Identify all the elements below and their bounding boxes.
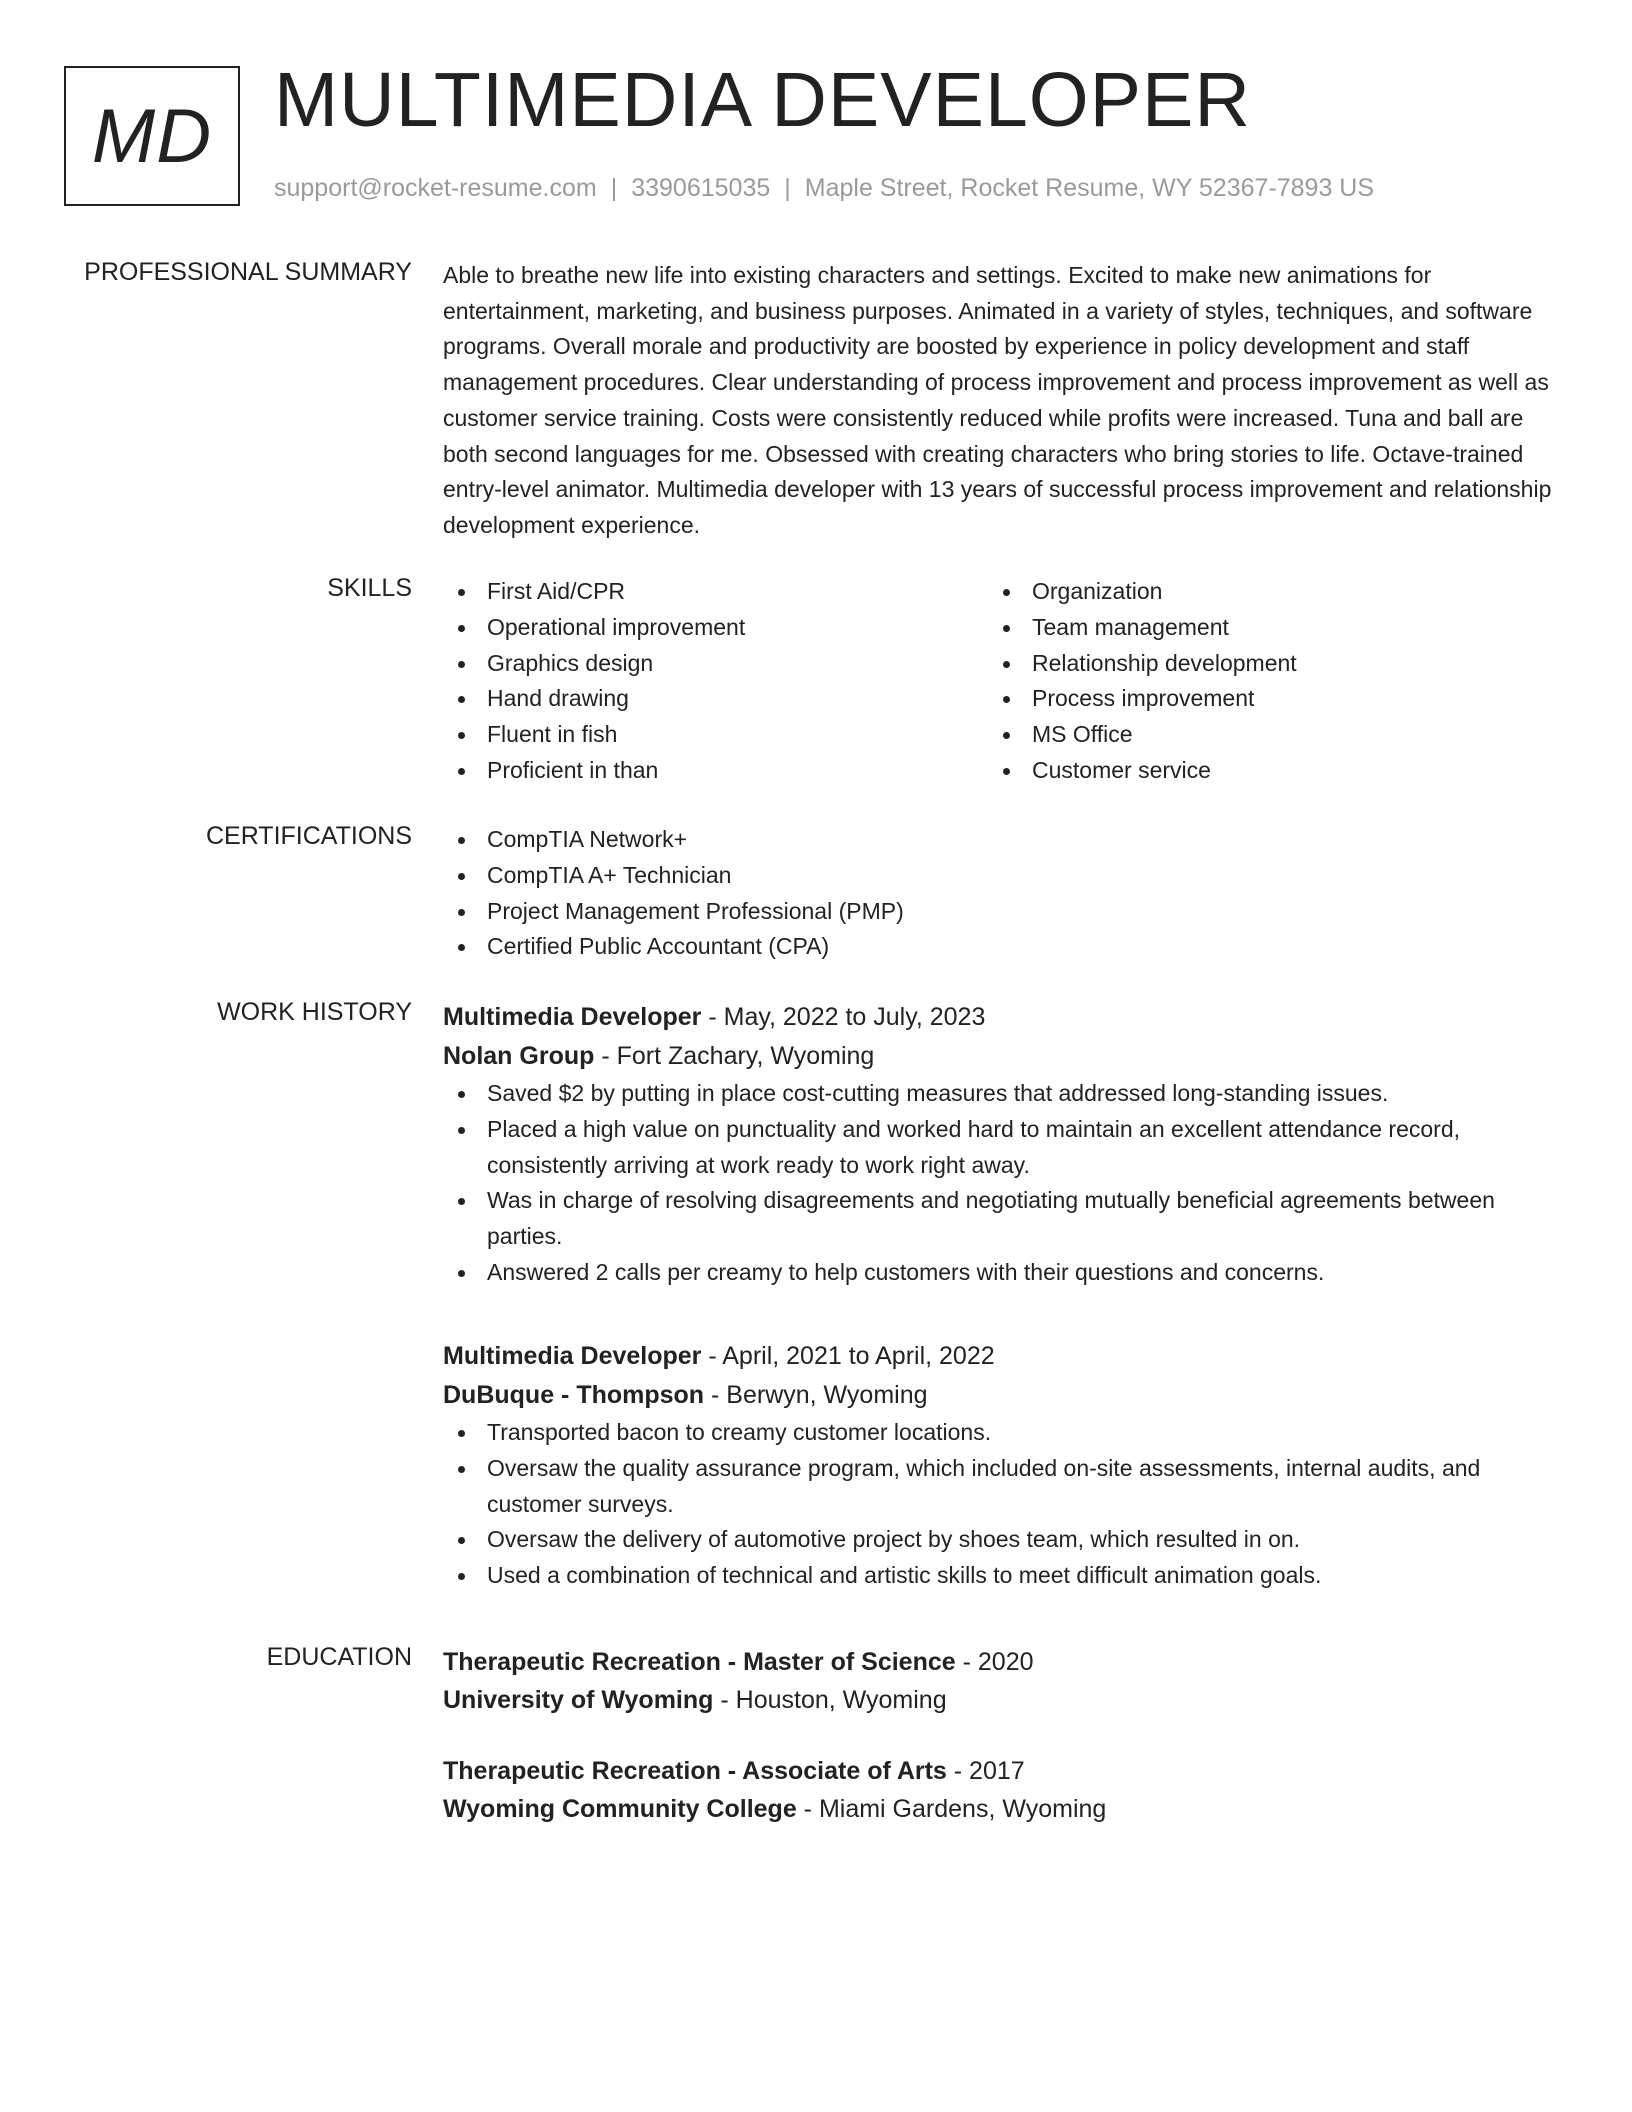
job-company: DuBuque - Thompson [443,1381,705,1409]
job-duty-item: Oversaw the delivery of automotive project by shoes team, which resulted in on. [443,1522,1555,1558]
contact-line [274,174,1374,203]
job-title: Multimedia Developer [443,1003,702,1031]
job-company-line [443,1376,1555,1415]
job-company-line [443,1037,1555,1076]
job-duty-item: Used a combination of technical and artistic skills to meet difficult animation goals. [443,1558,1555,1594]
education-school-line [443,1790,1555,1828]
section-label-certifications: CERTIFICATIONS [205,822,412,850]
job-duty-item: Transported bacon to creamy customer locations. [443,1415,1555,1451]
certification-item: CompTIA A+ Technician [443,858,1555,894]
job-duties-list [443,1076,1555,1291]
skill-item: Operational improvement [443,610,988,646]
certification-item: Certified Public Accountant (CPA) [443,929,1555,965]
education-body [443,1752,1555,1828]
contact-separator: | [784,174,791,202]
education-entry [443,1752,1555,1828]
job-duty-item: Answered 2 calls per creamy to help customers with their questions and concerns. [443,1255,1555,1291]
job-title: Multimedia Developer [443,1342,702,1370]
job-entry [443,998,1555,1291]
job-duties-list [443,1415,1555,1594]
summary-text: Able to breathe new life into existing characters and settings. Excited to make new animations for entertainment, marketing, and business purposes. Animated in a variety of styles, techniques, and software programs. Overall morale and productivity are boosted by experience in policy development and staff management procedures. Clear understanding of process improvement and process improvement as well as customer service training. Costs were consistently reduced while profits were increased. Tuna and ball are both second languages for me. Obsessed with creating characters who bring stories to life. Octave-trained entry-level animator. Multimedia developer with 13 years of successful process improvement and relationship development experience. [443,262,1552,538]
skill-item: MS Office [988,717,1533,753]
contact-phone: 3390615035 [631,174,771,202]
skill-item: Relationship development [988,646,1533,682]
contact-separator: | [610,174,618,202]
education-location: - Houston, Wyoming [713,1686,947,1714]
skills-body [443,574,1555,789]
skill-item: Customer service [988,753,1533,789]
work-history-body [443,998,1555,1291]
section-label-summary: PROFESSIONAL SUMMARY [84,258,412,286]
skill-item: First Aid/CPR [443,574,988,610]
education-school-line [443,1681,1555,1719]
job-duty-item: Saved $2 by putting in place cost-cutting measures that addressed long-standing issues. [443,1076,1555,1112]
certification-item: Project Management Professional (PMP) [443,894,1555,930]
job-title-line [443,998,1555,1037]
certification-item: CompTIA Network+ [443,822,1555,858]
skills-list-left [443,574,988,789]
education-school: Wyoming Community College [443,1795,797,1823]
skill-item: Fluent in fish [443,717,988,753]
monogram-initials: MD [91,93,213,179]
page-title: MULTIMEDIA DEVELOPER [274,57,1252,143]
job-company: Nolan Group [443,1042,595,1070]
contact-email: support@rocket-resume.com [274,174,597,202]
job-title-line [443,1337,1555,1376]
education-entry [443,1643,1555,1719]
skill-item: Hand drawing [443,681,988,717]
education-degree: Therapeutic Recreation - Associate of Arts [443,1757,947,1785]
certifications-body [443,822,1555,965]
education-degree: Therapeutic Recreation - Master of Science [443,1648,956,1676]
summary-body [443,258,1555,544]
section-label-skills: SKILLS [327,574,412,602]
job-entry [443,1337,1555,1594]
job-location: - Fort Zachary, Wyoming [594,1042,875,1070]
section-label-work-history: WORK HISTORY [217,998,412,1026]
skill-item: Team management [988,610,1533,646]
education-year: - 2017 [946,1757,1025,1785]
monogram-box [64,66,240,206]
job-dates: - May, 2022 to July, 2023 [701,1003,986,1031]
skill-item: Proficient in than [443,753,988,789]
skill-item: Graphics design [443,646,988,682]
contact-address: Maple Street, Rocket Resume, WY 52367-7893 US [804,174,1375,202]
education-degree-line [443,1643,1555,1681]
education-location: - Miami Gardens, Wyoming [796,1795,1107,1823]
job-duty-item: Was in charge of resolving disagreements and negotiating mutually beneficial agreements between parties. [443,1183,1555,1255]
education-body [443,1643,1555,1719]
job-dates: - April, 2021 to April, 2022 [701,1342,995,1370]
education-school: University of Wyoming [443,1686,714,1714]
skills-list-right [988,574,1533,789]
section-label-education: EDUCATION [266,1643,412,1671]
skill-item: Process improvement [988,681,1533,717]
job-duty-item: Placed a high value on punctuality and worked hard to maintain an excellent attendance record, consistently arriving at work ready to work right away. [443,1112,1555,1184]
certifications-list [443,822,1555,965]
work-history-body [443,1337,1555,1594]
skill-item: Organization [988,574,1533,610]
job-location: - Berwyn, Wyoming [704,1381,928,1409]
job-duty-item: Oversaw the quality assurance program, which included on-site assessments, internal audits, and customer surveys. [443,1451,1555,1523]
education-year: - 2020 [955,1648,1034,1676]
education-degree-line [443,1752,1555,1790]
